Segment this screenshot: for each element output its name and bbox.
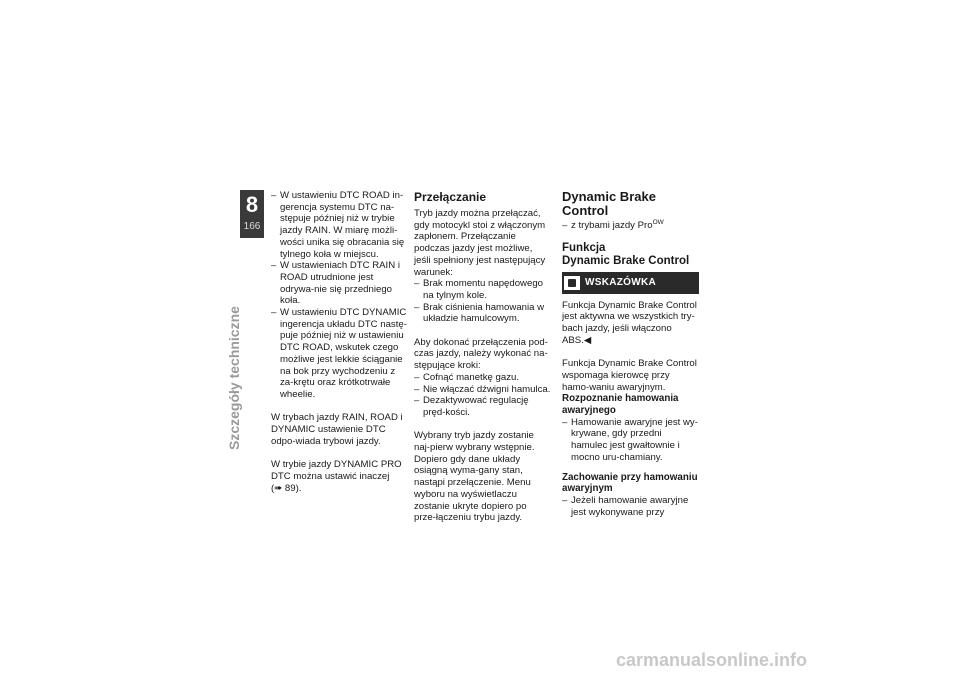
- minor-heading: Rozpoznanie hamowania awaryjnego: [562, 393, 679, 417]
- recognition-list: [562, 417, 699, 464]
- dtc-settings-list: [271, 190, 409, 401]
- list-item: – Hamowanie awaryjne jest wy-krywane, gdy przedni hamulec jest gwałtownie i mocno uru-chamiany.: [562, 417, 699, 464]
- paragraph-text: W trybie jazdy DYNAMIC PRO DTC można ustawić inaczej: [271, 459, 402, 482]
- note-label: WSKAZÓWKA: [585, 276, 657, 288]
- chapter-title: Szczegóły techniczne: [226, 306, 242, 450]
- column-2: [414, 190, 551, 536]
- chapter-number: 8: [245, 192, 259, 217]
- availability-list: [562, 220, 699, 232]
- page-number: 166: [243, 221, 261, 232]
- list-item: – Brak ciśnienia hamowania w układzie hamulcowym.: [414, 302, 551, 325]
- list-item: – Nie włączać dźwigni hamulca.: [414, 384, 551, 396]
- paragraph: Tryb jazdy można przełączać, gdy motocykl stoi z włączonym zapłonem. Przełączanie podczas jazdy jest możliwe, jeśli spełniony jest następujący warunek:: [414, 208, 546, 278]
- list-item: – W ustawieniu DTC ROAD in-gerencja systemu DTC na-stępuje później niż w trybie jazdy RAIN. W miarę możli-wości unika się obracania się tylnego koła w miejscu.: [271, 190, 409, 260]
- option-superscript: OW: [652, 218, 664, 226]
- paragraph: Aby dokonać przełączenia pod-czas jazdy, należy wykonać na-stępujące kroki:: [414, 336, 548, 372]
- conditions-list: [414, 278, 551, 325]
- column-1: [271, 190, 409, 494]
- column-3: [562, 190, 699, 518]
- subsection-heading-line1: Funkcja: [562, 241, 606, 254]
- note-text: Funkcja Dynamic Brake Control jest aktywna we wszystkich try-bach jazdy, jeśli włączono ABS.◀: [562, 299, 697, 346]
- behavior-list: [562, 495, 699, 518]
- subsection-heading: [562, 242, 699, 268]
- section-heading: Dynamic Brake Control: [562, 189, 656, 218]
- subsection-heading-line2: Dynamic Brake Control: [562, 254, 690, 267]
- list-item: – Cofnąć manetkę gazu.: [414, 372, 551, 384]
- list-item: – W ustawieniu DTC DYNAMIC ingerencja układu DTC nastę-puje później niż w ustawieniu DTC ROAD, wskutek czego możliwe jest lekkie ściąganie na bok przy wychodzeniu z za-krętu oraz krótkotrwałe wheelie.: [271, 307, 409, 401]
- list-item: – Brak momentu napędowego na tylnym kole.: [414, 278, 551, 301]
- availability-text: z trybami jazdy Pro: [571, 220, 653, 231]
- note-banner: [562, 272, 699, 294]
- page-reference-link[interactable]: (➠ 89).: [271, 482, 302, 494]
- list-item: – Jeżeli hamowanie awaryjne jest wykonywane przy: [562, 495, 699, 518]
- steps-list: [414, 372, 551, 419]
- paragraph: Funkcja Dynamic Brake Control wspomaga kierowcę przy hamo-waniu awaryjnym.: [562, 358, 697, 393]
- info-book-icon: [564, 276, 580, 290]
- paragraph: [271, 459, 409, 494]
- section-heading: Przełączanie: [414, 190, 487, 204]
- paragraph: W trybach jazdy RAIN, ROAD i DYNAMIC ustawienie DTC odpo-wiada trybowi jazdy.: [271, 412, 403, 447]
- list-item: [562, 220, 699, 232]
- watermark: carmanualsonline.info: [616, 650, 808, 670]
- list-item: – W ustawieniach DTC RAIN i ROAD utrudnione jest odrywa-nie się przedniego koła.: [271, 260, 409, 307]
- list-item: – Dezaktywować regulację pręd-kości.: [414, 395, 551, 418]
- minor-heading: Zachowanie przy hamowaniu awaryjnym: [562, 471, 698, 495]
- paragraph: Wybrany tryb jazdy zostanie naj-pierw wybrany wstępnie. Dopiero gdy dane układy osiągną wyma-gany stan, nastąpi przełączenie. Menu wyboru na wyświetlaczu zostanie ukryte dopiero po prze-łączeniu trybu jazdy.: [414, 430, 535, 524]
